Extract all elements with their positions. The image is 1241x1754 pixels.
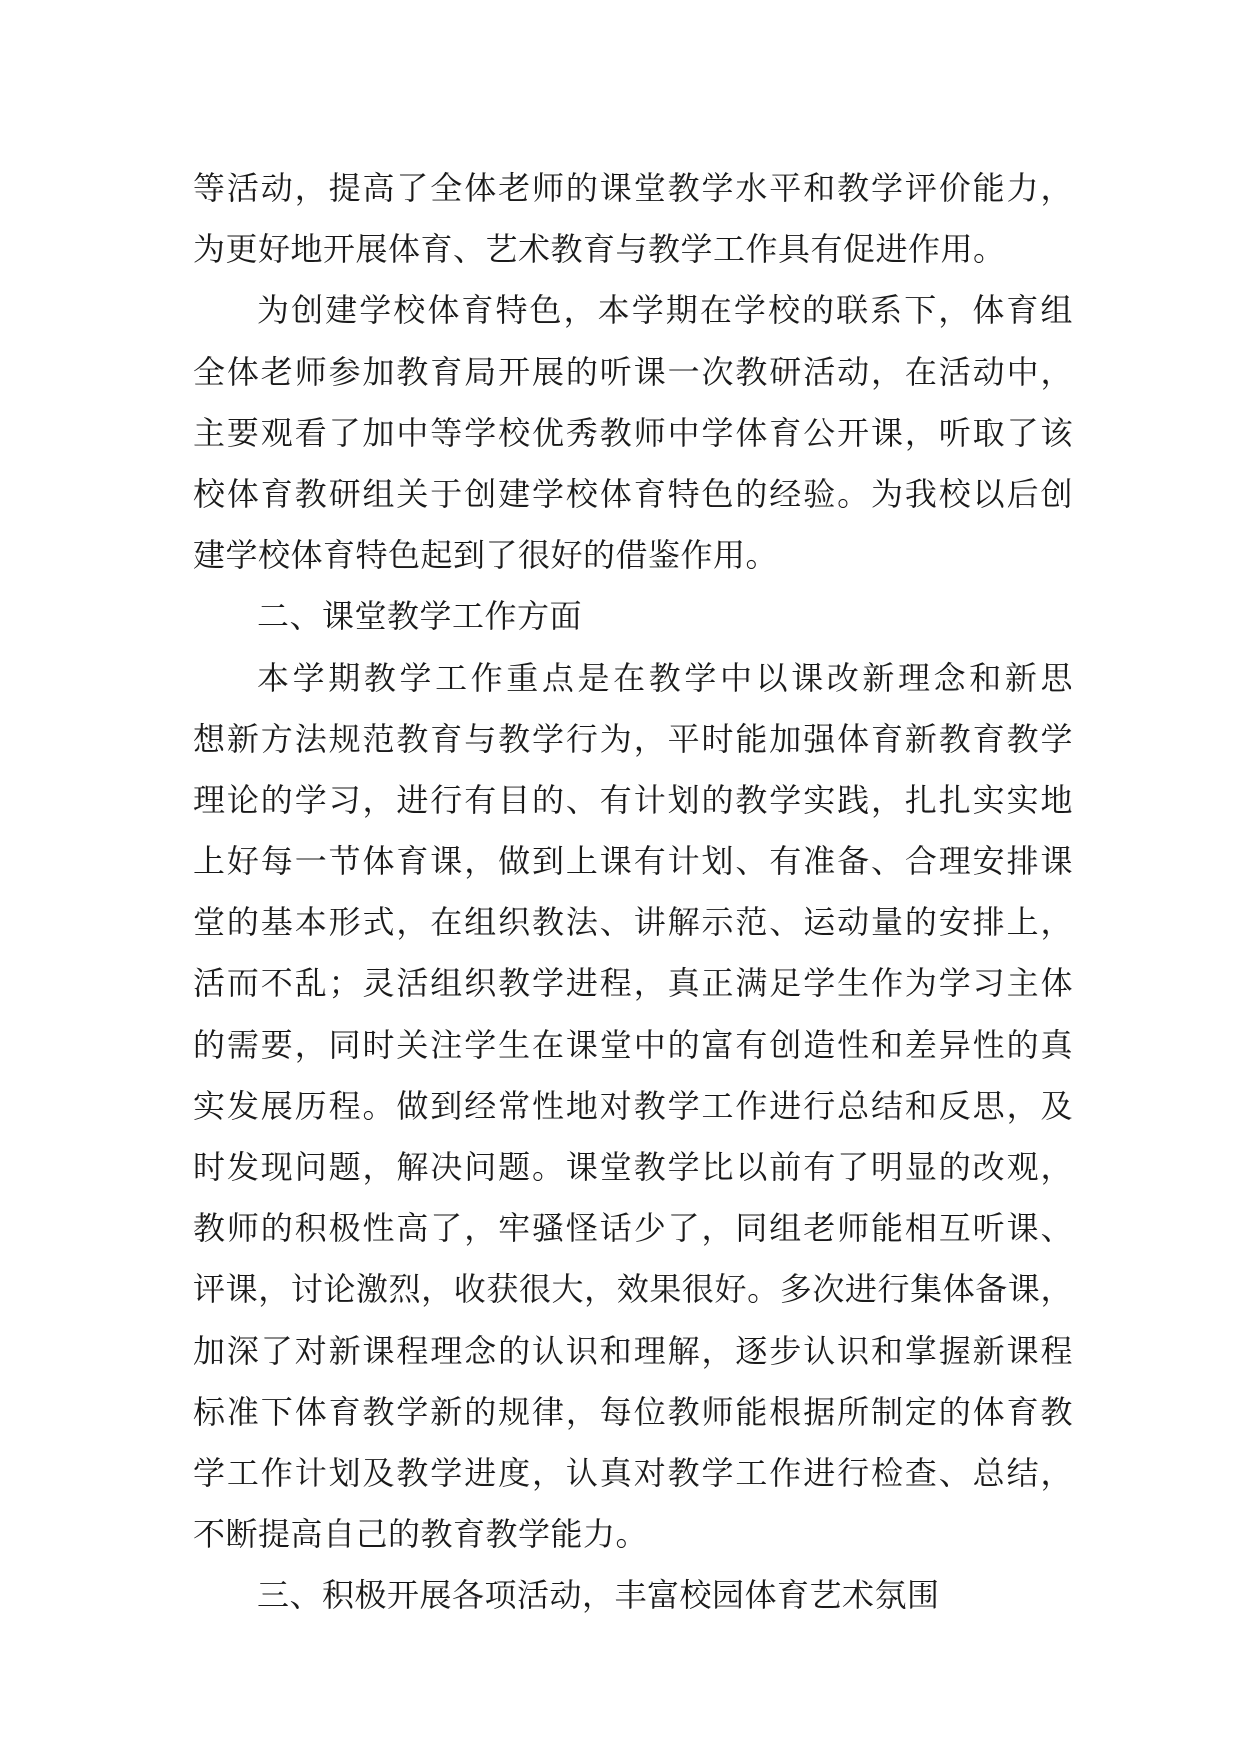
text-line: 想新方法规范教育与教学行为，平时能加强体育新教育教学: [193, 719, 1073, 758]
text-line: 等活动，提高了全体老师的课堂教学水平和教学评价能力，: [193, 169, 1073, 207]
text-line: 校体育教研组关于创建学校体育特色的经验。为我校以后创: [193, 474, 1073, 513]
paragraph-start-line: 为创建学校体育特色，本学期在学校的联系下，体育组: [257, 291, 1073, 330]
text-line: 不断提高自己的教育教学能力。: [193, 1515, 649, 1554]
section-heading: 二、课堂教学工作方面: [257, 597, 583, 636]
text-line: 建学校体育特色起到了很好的借鉴作用。: [193, 536, 779, 575]
text-line: 评课，讨论激烈，收获很大，效果很好。多次进行集体备课，: [193, 1270, 1073, 1309]
text-line: 活而不乱；灵活组织教学进程，真正满足学生作为学习主体: [193, 964, 1073, 1003]
text-line: 实发展历程。做到经常性地对教学工作进行总结和反思，及: [193, 1086, 1073, 1125]
text-line: 全体老师参加教育局开展的听课一次教研活动，在活动中，: [193, 352, 1073, 391]
text-line: 加深了对新课程理念的认识和理解，逐步认识和掌握新课程: [193, 1331, 1073, 1370]
text-line: 时发现问题，解决问题。课堂教学比以前有了明显的改观，: [193, 1148, 1073, 1186]
body-text: [193, 158, 1073, 1627]
text-line: 的需要，同时关注学生在课堂中的富有创造性和差异性的真: [193, 1025, 1073, 1064]
text-line: 教师的积极性高了，牢骚怪话少了，同组老师能相互听课、: [193, 1209, 1073, 1248]
text-line: 为更好地开展体育、艺术教育与教学工作具有促进作用。: [193, 230, 1006, 269]
text-line: 学工作计划及教学进度，认真对教学工作进行检查、总结，: [193, 1453, 1073, 1492]
text-line: 标准下体育教学新的规律，每位教师能根据所制定的体育教: [193, 1392, 1073, 1431]
text-line: 堂的基本形式，在组织教法、讲解示范、运动量的安排上，: [193, 903, 1073, 942]
section-heading: 三、积极开展各项活动，丰富校园体育艺术氛围: [257, 1576, 940, 1615]
text-line: 理论的学习，进行有目的、有计划的教学实践，扎扎实实地: [193, 780, 1073, 819]
text-line: 主要观看了加中等学校优秀教师中学体育公开课，听取了该: [193, 413, 1073, 452]
paragraph-start-line: 本学期教学工作重点是在教学中以课改新理念和新思: [257, 658, 1073, 697]
text-line: 上好每一节体育课，做到上课有计划、有准备、合理安排课: [193, 842, 1073, 881]
